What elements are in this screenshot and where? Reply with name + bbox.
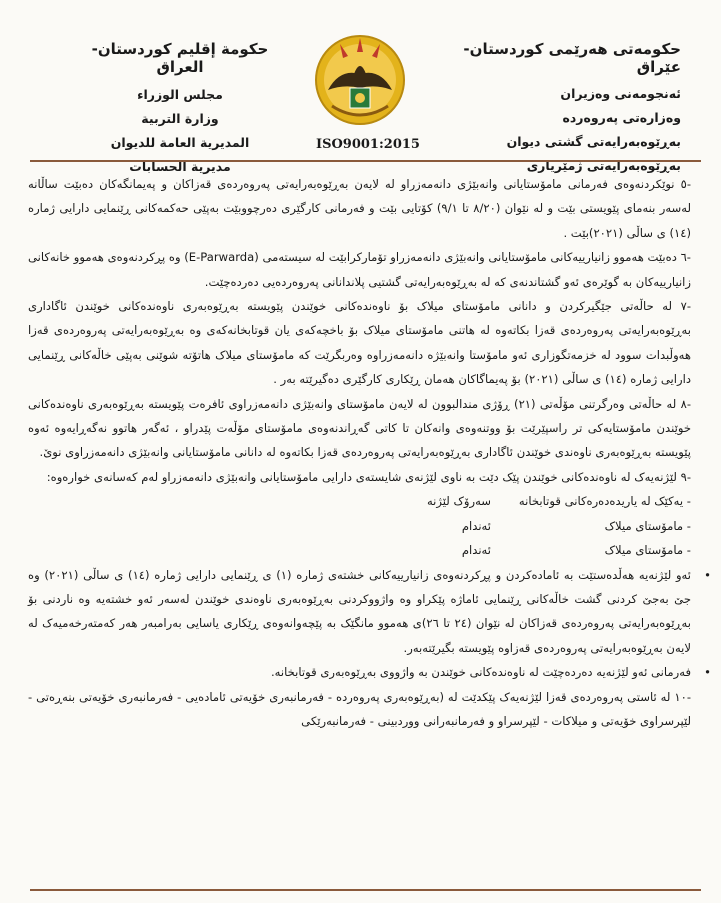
ministry-arabic: وزارة التربية [141, 111, 219, 126]
footer-divider [30, 889, 701, 891]
committee-member: - مامۆستای میلاک [604, 543, 691, 558]
document-body [28, 172, 711, 733]
gov-title-kurdish: حکومەتی هەرێمی کوردستان- عێراق [463, 40, 681, 76]
ministry-kurdish: وەزارەتی پەروەردە [562, 110, 681, 125]
list-item [28, 514, 691, 538]
bullet-text: ئەو لێژنەیە هەڵدەستێت بە ئامادەکردن و پڕکردنەوەی زانیارییەکانی خشتەی ژمارە (١) ی ڕێنمایی دارایی ژمارە (١٤) ی ساڵی (٢٠٢١) وە جێ بەجێ کردنی گشت خاڵەکانی ڕێنمایی ئاماژە پێکراو وە واژووکردنی بەڕێوەبەری ناوەندی خوێندن لەسەر ئەو خشتەیە وە ناردنی بۆ بەڕێوەبەرایەتی پەروەردەی قەزاکان لە نێوان (٢٤ تا ٢٦)ی هەموو مانگێک بە پێچەوانەوەی ڕێکاری یاسایی بەرامبەر هەر کەمتەرخەمیەک لە لایەن بەڕێوەبەرایەتی پەروەردەی قەزاوە پێویستە بگیرێتەبەر. [28, 567, 691, 655]
bullet-item [28, 563, 711, 661]
committee-role: سەرۆک لێژنە [426, 494, 491, 509]
committee-member: - یەکێک لە یاریدەدەرەکانی قوتابخانە [518, 494, 691, 509]
paragraph-6: -٦ دەبێت هەموو زانیارییەکانی مامۆستایانی وانەبێژی دانەمەزراو تۆمارکرابێت لە سیستەمی (E-Parwarda) وە پڕکردنەوەی هەموو خانەکانی زانیارییەکان بە گوێرەی ئەو گشتاندنەی کە لە بەڕێوەبەرایەتی گشتیی پلاندانانی پەروەردەیی دەردەچێت. [28, 250, 691, 289]
committee-role: ئەندام [461, 518, 491, 533]
paragraph-9: -٩ لێژنەیەک لە ناوەندەکانی خوێندن پێک دێت بە ناوی لێژنەی شایستەی دارایی مامۆستایانی وانەبێژی دانەمەزراو لەم کەسانەی خوارەوە: [46, 469, 691, 484]
gov-title-arabic: حكومة إقليم كوردستان- العراق [91, 40, 269, 76]
paragraph-5: -٥ نوێکردنەوەی فەرمانی مامۆستایانی وانەبێژی دانەمەزراو لە لایەن بەڕێوەبەرایەتی پەروەردەی قەزاکان و پەیمانگەکان دەبێت ساڵانە لەسەر بنەمای پێویستی بێت و لە نێوان (٨/٢٠ تا ٩/١) کۆتایی بێت و فەرمانی کارگێری دەرچووبێت بەپێی حەکمەکانی ڕێنمایی دارایی ژمارە (١٤) ی ساڵی (٢٠٢١)بێت . [28, 177, 691, 240]
bullet-text: فەرمانی ئەو لێژنەیە دەردەچێت لە ناوەندەکانی خوێندن بە واژووی بەڕێوەبەری قوتابخانە. [270, 665, 691, 680]
council-arabic: مجلس الوزراء [137, 87, 223, 102]
accounts-arabic: مديرية الحسابات [129, 159, 231, 174]
committee-member: - مامۆستای میلاک [604, 518, 691, 533]
iso-certification: ISO9001:2015 [316, 137, 420, 152]
paragraph-7: -٧ لە حاڵەتی جێگیرکردن و دانانی مامۆستای میلاک بۆ ناوەندەکانی خوێندن پێویستە بەڕێوەبەری ناوەندەکانی خوێندن ئاگاداری بەڕێوەبەرایەتی پەروەردەی قەزا بکاتەوە لە هاتنی مامۆستای میلاک بۆ باخچەکەی یان قوتابخانەکەی وە بەڕێوەبەرایەتی پەروەردەی قەزا هەوڵبدات سوود لە خزمەتگوزاری ئەو مامۆستا وانەبێژە دانەمەزراوە وەربگرێت کە مامۆستای میلاک هاتۆتە شوێنی بەپێی خاڵەکانی ڕێنمایی دارایی ژمارە (١٤) ی ساڵی (٢٠٢١) بۆ پەیماگاکان هەمان ڕێکاری کارگێری دەگیرێتە بەر . [28, 299, 691, 387]
committee-role: ئەندام [461, 543, 491, 558]
committee-list [28, 489, 691, 562]
bullet-dot-icon: • [704, 665, 711, 680]
bullet-item [28, 660, 711, 684]
council-kurdish: ئەنجومەنی وەزیران [560, 86, 681, 101]
accounts-kurdish: بەڕێوەبەرایەتی ژمێریاری [526, 158, 681, 173]
list-item [28, 538, 691, 562]
directorate-kurdish: بەڕێوەبەرایەتی گشتی دیوان [506, 134, 681, 149]
directorate-arabic: المديرية العامة للديوان [110, 135, 250, 150]
bullet-dot-icon: • [704, 567, 711, 582]
list-item [28, 489, 691, 513]
paragraph-8: -٨ لە حاڵەتی وەرگرتنی مۆڵەتی (٢١) ڕۆژی مندالبوون لە لایەن مامۆستای وانەبێژی دانەمەزراوی ئافرەت پێویستە بەڕێوەبەری ناوەندەکانی خوێندن مامۆستایەکی تر راسپێرێت بۆ ووتنەوەی وانەکان تا کاتی گەڕاندنەوەی مامۆستای مۆڵەت پێدراو ، ئەگەر هاتوو نەگەڕایەوە ئەوە پێویستە بەڕێوەبەری ناوەندی خوێندن ئاگاداری بەڕێوەبەرایەتی پەروەردەی قەزا بکاتەوە لە دانانی مامۆستایانی وانەبێژی دانەمەزراوی نوێ. [28, 396, 691, 460]
paragraph-10: -١٠ لە ئاستی پەروەردەی قەزا لێژنەیەک پێکدێت لە (بەڕێوەبەری پەروەردە - فەرمانبەری خۆیەتی ئامادەیی - فەرمانبەری خۆیەتی بنەڕەتی - لێپرسراوی خۆیەتی و میلاکات - لێپرسراو و فەرمانبەرانی ووردبینی - فەرمانبەرێکی [28, 689, 691, 728]
header-divider [30, 160, 701, 162]
kurdistan-emblem-logo [310, 28, 410, 133]
